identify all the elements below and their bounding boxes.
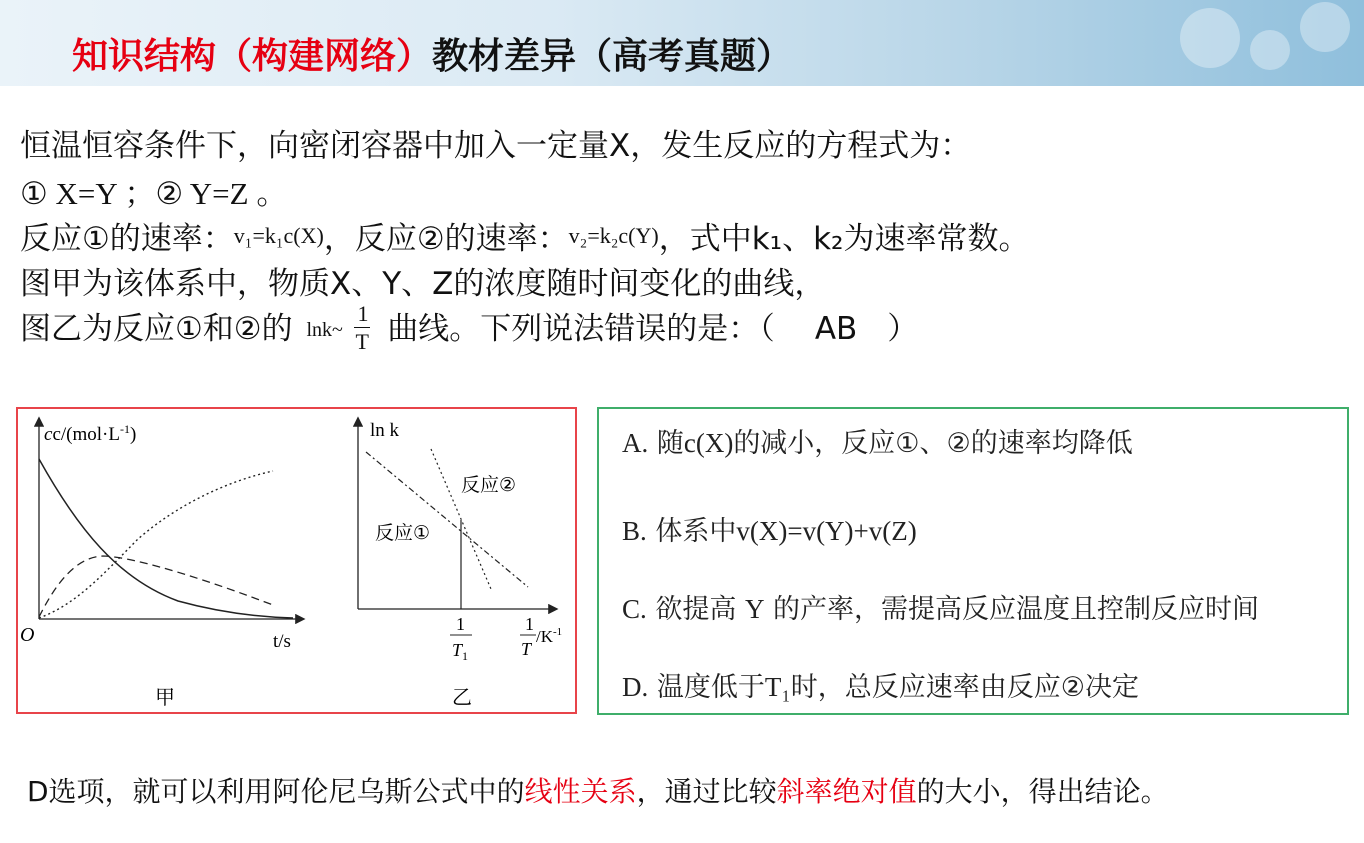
jia-x-label: t/s bbox=[273, 631, 291, 652]
label-reaction-2: 反应② bbox=[461, 474, 517, 496]
jia-origin: O bbox=[20, 624, 35, 646]
yi-y-label: ln k bbox=[370, 420, 400, 441]
conclusion-text: D选项，就可以利用阿伦尼乌斯公式中的线性关系，通过比较斜率绝对值的大小，得出结论。 bbox=[27, 775, 1169, 808]
frac-bar bbox=[354, 327, 370, 328]
option-b[interactable]: B. 体系中v(X)=v(Y)+v(Z) bbox=[622, 516, 917, 547]
rate-label-2: ，反应②的速率： bbox=[323, 221, 569, 257]
option-a[interactable]: A. 随c(X)的减小，反应①、②的速率均降低 bbox=[622, 428, 1133, 459]
problem-line-5 bbox=[20, 301, 919, 354]
lnk-text: lnk~ bbox=[306, 319, 343, 341]
curve-z bbox=[39, 471, 273, 618]
t1-tick-num: 1 bbox=[456, 614, 465, 634]
problem-line-4: 图甲为该体系中，物质X、Y、Z的浓度随时间变化的曲线， bbox=[20, 266, 826, 302]
yi-x-num: 1 bbox=[525, 614, 534, 634]
yi-caption: 乙 bbox=[452, 685, 472, 709]
jia-y-label: $cc/(mol\cdot L^{-1})$ bbox=[44, 422, 137, 445]
curve-y bbox=[39, 556, 273, 617]
answer: AB bbox=[814, 311, 858, 347]
page-title bbox=[72, 28, 792, 79]
t1-tick-den: $T_1$ bbox=[452, 640, 469, 663]
decor-bubble bbox=[1180, 8, 1240, 68]
decor-bubble bbox=[1250, 30, 1290, 70]
problem-line-1: 恒温恒容条件下，向密闭容器中加入一定量X，发生反应的方程式为： bbox=[20, 128, 972, 164]
rate-constant-note: ，式中k₁、k₂为速率常数。 bbox=[658, 221, 1030, 257]
rate-formula-1: v₁=k₁c(X) bbox=[233, 223, 324, 248]
yi-x-unit: $/K^{-1}$ bbox=[536, 626, 563, 646]
title-red: 知识结构（构建网络） bbox=[72, 36, 433, 77]
jia-caption: 甲 bbox=[155, 685, 175, 709]
title-black: 教材差异（高考真题） bbox=[432, 36, 793, 77]
label-reaction-1: 反应① bbox=[375, 522, 431, 544]
line5-question: 曲线。下列说法错误的是：（ bbox=[387, 311, 775, 347]
rate-formula-2: v₂=k₂c(Y) bbox=[568, 223, 659, 248]
curve-x bbox=[39, 459, 293, 618]
problem-line-3 bbox=[20, 213, 1029, 258]
decor-bubble bbox=[1300, 2, 1350, 52]
figure-box bbox=[16, 407, 577, 714]
yi-x-den: T bbox=[521, 639, 532, 659]
option-d[interactable]: D. 温度低于T₁时，总反应速率由反应②决定 bbox=[622, 672, 1139, 703]
reactions: ① X=Y ；② Y=Z 。 bbox=[20, 176, 288, 211]
figures-svg bbox=[18, 409, 575, 712]
frac-den: T bbox=[355, 329, 369, 354]
rate-label-1: 反应①的速率： bbox=[20, 221, 234, 257]
line-reaction-1 bbox=[366, 452, 528, 587]
highlight-slope: 斜率绝对值 bbox=[776, 775, 917, 808]
line5-prefix: 图乙为反应①和②的 bbox=[20, 311, 293, 347]
lnk-formula bbox=[302, 301, 377, 354]
frac-num: 1 bbox=[357, 301, 369, 326]
problem-line-2 bbox=[20, 168, 287, 213]
options-box bbox=[597, 407, 1349, 715]
option-c[interactable]: C. 欲提高 Y 的产率，需提高反应温度且控制反应时间 bbox=[622, 594, 1260, 625]
line5-close: ） bbox=[887, 311, 919, 347]
highlight-linear: 线性关系 bbox=[524, 775, 637, 808]
